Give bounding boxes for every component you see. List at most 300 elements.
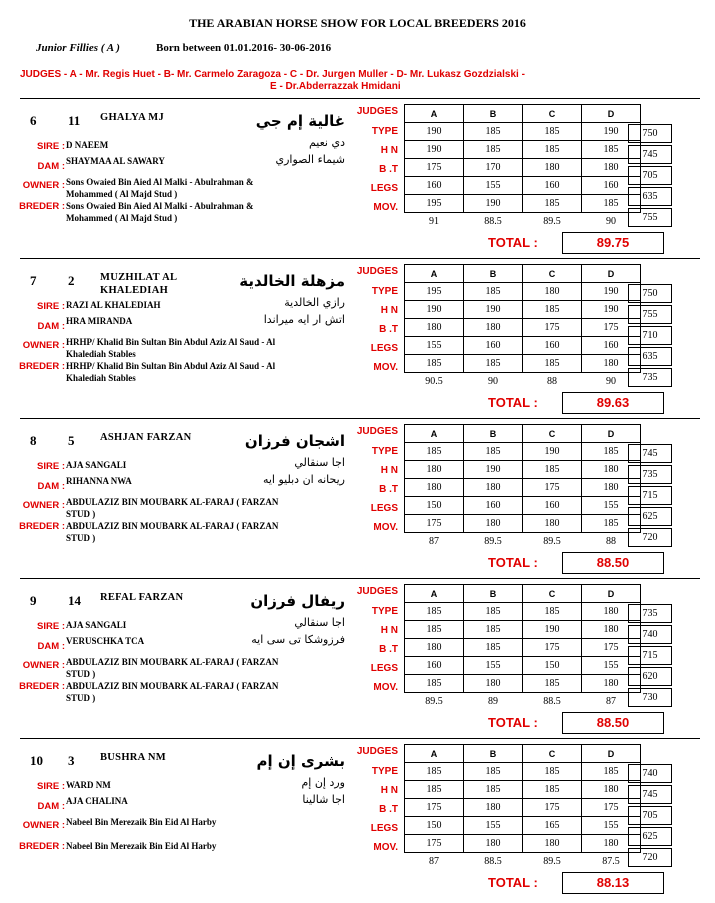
entry-order: 10 [30,753,43,768]
row-label-legs: LEGS [370,183,398,194]
score-cell: 89.5 [543,856,561,867]
entry-section [0,418,715,578]
breeder-label: BREDER : [19,521,65,532]
score-cell: 185 [464,283,523,301]
score-cell: 190 [582,123,641,141]
score-cell: 90 [606,376,616,387]
score-cell: 185 [523,461,582,479]
row-label-hn: H N [380,145,398,156]
row-label-legs: LEGS [370,663,398,674]
dam-name-arabic: فرزوشكا تى سى ايه [251,633,345,646]
score-cell: 180 [582,621,641,639]
breeder-name: ABDULAZIZ BIN MOUBARK AL-FARAJ ( FARZAN STUD ) [66,681,279,703]
dam-label: DAM : [37,321,65,332]
score-cell: 175 [523,319,582,337]
score-cell: 185 [464,123,523,141]
judges-list-cont: E - Dr.Abderrazzak Hmidani [270,81,401,92]
row-label-judges: JUDGES [356,746,398,757]
criteria-totals [628,764,672,869]
score-cell: 87 [429,536,439,547]
score-cell: 185 [464,781,523,799]
row-label-type: TYPE [371,286,398,297]
total-score: 89.63 [562,392,664,414]
score-cell: 88.5 [484,856,502,867]
criteria-total-cell: 620 [628,667,672,686]
horse-name-arabic: غالية إم جي [255,112,345,130]
sire-name: D NAEEM [66,140,109,150]
divider [20,578,700,579]
class-header [36,42,332,54]
score-cell: 175 [523,479,582,497]
score-cell: 190 [464,195,523,213]
sire-name-arabic: رازي الخالدية [284,296,345,309]
criteria-total-cell: 735 [628,465,672,484]
owner-name: Nabeel Bin Merezaik Bin Eid Al Harby [66,817,217,827]
birth-range: Born between 01.01.2016- 30-06-2016 [156,42,332,54]
sire-name-arabic: ورد إن إم [301,776,345,789]
score-cell: 87 [606,696,616,707]
score-cell: 170 [464,159,523,177]
score-row-legs [405,817,641,835]
dam-label: DAM : [37,641,65,652]
score-cell: 89.5 [425,696,443,707]
score-row-legs [405,337,641,355]
score-row-hn [405,141,641,159]
criteria-total-cell: 730 [628,688,672,707]
score-cell: 175 [523,799,582,817]
score-cell: 185 [582,515,641,533]
row-label-bt: B .T [379,644,398,655]
score-cell: 185 [523,675,582,693]
judge-column-header: A [405,265,464,283]
total-score: 88.50 [562,712,664,734]
score-row-bt [405,479,641,497]
score-cell: 160 [464,337,523,355]
score-cell: 155 [582,817,641,835]
dam-name: AJA CHALINA [66,796,128,806]
criteria-total-cell: 705 [628,806,672,825]
score-cell: 88.5 [543,696,561,707]
row-label-judges: JUDGES [356,266,398,277]
sire-label: SIRE : [37,301,65,312]
score-cell: 180 [405,319,464,337]
sire-label: SIRE : [37,461,65,472]
criteria-total-cell: 715 [628,646,672,665]
score-cell: 195 [405,283,464,301]
horse-name-arabic: ريفال فرزان [250,592,345,610]
criteria-total-cell: 750 [628,124,672,143]
total-label: TOTAL : [488,555,538,570]
dam-name: VERUSCHKA TCA [66,636,145,646]
entry-number: 11 [68,113,81,128]
score-cell: 185 [523,355,582,373]
row-label-hn: H N [380,625,398,636]
score-row-avg [405,373,641,391]
row-label-type: TYPE [371,766,398,777]
score-cell: 185 [464,603,523,621]
entry-number: 2 [68,273,75,288]
score-row-avg [405,213,641,231]
horse-name: MUZHILAT AL KHALEDIAH [100,272,177,296]
row-label-bt: B .T [379,804,398,815]
score-cell: 185 [582,443,641,461]
criteria-total-cell: 625 [628,507,672,526]
judge-column-header: D [582,265,641,283]
score-cell: 190 [464,461,523,479]
row-label-hn: H N [380,465,398,476]
score-cell: 155 [464,177,523,195]
judge-column-header: D [582,585,641,603]
entry-section [0,258,715,418]
score-row-legs [405,657,641,675]
score-cell: 180 [464,515,523,533]
total-label: TOTAL : [488,875,538,890]
score-row-hn [405,781,641,799]
row-label-type: TYPE [371,126,398,137]
judge-column-header: B [464,585,523,603]
entry-section [0,578,715,738]
judge-column-header: D [582,105,641,123]
score-cell: 175 [582,799,641,817]
score-cell: 180 [464,799,523,817]
score-table [404,424,641,550]
score-cell: 195 [405,195,464,213]
sire-name: WARD NM [66,780,111,790]
owner-label: OWNER : [22,820,65,831]
score-row-mov [405,515,641,533]
score-row-bt [405,159,641,177]
score-cell: 185 [405,781,464,799]
score-cell: 160 [405,177,464,195]
breeder-name: HRHP/ Khalid Bin Sultan Bin Abdul Aziz Al Saud - Al Khalediah Stables [66,361,276,383]
row-label-mov: MOV. [373,842,398,853]
row-label-type: TYPE [371,606,398,617]
score-row-bt [405,799,641,817]
judge-column-header: A [405,425,464,443]
row-label-bt: B .T [379,484,398,495]
score-cell: 155 [464,817,523,835]
score-cell: 190 [405,123,464,141]
breeder-label: BREDER : [19,681,65,692]
criteria-totals [628,284,672,389]
score-row-type [405,283,641,301]
criteria-total-cell: 635 [628,347,672,366]
score-cell: 150 [523,657,582,675]
score-cell: 185 [464,355,523,373]
score-cell: 175 [405,835,464,853]
score-cell: 89.5 [484,536,502,547]
score-cell: 180 [582,479,641,497]
horse-name: ASHJAN FARZAN [100,432,192,443]
entry-order: 7 [30,273,37,288]
score-cell: 185 [582,141,641,159]
score-cell: 175 [582,319,641,337]
class-name: Junior Fillies ( A ) [36,42,120,54]
score-row-legs [405,497,641,515]
total-score: 89.75 [562,232,664,254]
judge-column-header: B [464,745,523,763]
total-label: TOTAL : [488,235,538,250]
horse-name-arabic: اشجان فرزان [244,432,345,450]
entry-number: 5 [68,433,75,448]
judge-column-header: C [523,745,582,763]
score-cell: 160 [582,177,641,195]
table-header-row [405,425,641,443]
score-row-type [405,603,641,621]
owner-name: ABDULAZIZ BIN MOUBARK AL-FARAJ ( FARZAN STUD ) [66,497,279,519]
score-row-bt [405,639,641,657]
criteria-total-cell: 735 [628,604,672,623]
score-cell: 190 [405,301,464,319]
total-score: 88.50 [562,552,664,574]
score-cell: 155 [464,657,523,675]
criteria-totals [628,124,672,229]
score-cell: 155 [405,337,464,355]
score-cell: 185 [405,675,464,693]
score-cell: 88.5 [484,216,502,227]
score-cell: 180 [464,675,523,693]
row-label-type: TYPE [371,446,398,457]
row-label-mov: MOV. [373,522,398,533]
horse-name-arabic: بشرى إن إم [256,752,345,770]
judge-column-header: B [464,105,523,123]
table-header-row [405,265,641,283]
score-cell: 185 [523,301,582,319]
judges-list: JUDGES - A - Mr. Regis Huet - B- Mr. Carmelo Zaragoza - C - Dr. Jurgen Muller - D- Mr. Lukasz Gozdzialski - [20,69,525,80]
divider [20,418,700,419]
owner-name: Sons Owaied Bin Aied Al Malki - Abulrahman & Mohammed ( Al Majd Stud ) [66,177,254,199]
score-cell: 180 [582,675,641,693]
criteria-total-cell: 720 [628,848,672,867]
row-label-hn: H N [380,785,398,796]
dam-name-arabic: ريحانه ان دبليو ايه [262,473,345,486]
score-row-avg [405,853,641,871]
score-cell: 185 [523,195,582,213]
breeder-name: ABDULAZIZ BIN MOUBARK AL-FARAJ ( FARZAN STUD ) [66,521,279,543]
score-cell: 88 [606,536,616,547]
judge-column-header: C [523,265,582,283]
score-row-legs [405,177,641,195]
score-cell: 87.5 [602,856,620,867]
row-label-legs: LEGS [370,503,398,514]
score-row-type [405,123,641,141]
criteria-total-cell: 745 [628,145,672,164]
dam-name: RIHANNA NWA [66,476,132,486]
score-cell: 190 [405,141,464,159]
criteria-total-cell: 740 [628,625,672,644]
score-row-hn [405,301,641,319]
score-cell: 160 [405,657,464,675]
score-row-avg [405,693,641,711]
judge-column-header: C [523,105,582,123]
breeder-name: Sons Owaied Bin Aied Al Malki - Abulrahman & Mohammed ( Al Majd Stud ) [66,201,254,223]
sire-name: RAZI AL KHALEDIAH [66,300,161,310]
dam-label: DAM : [37,161,65,172]
criteria-total-cell: 705 [628,166,672,185]
table-header-row [405,105,641,123]
divider [20,738,700,739]
score-cell: 180 [464,479,523,497]
score-cell: 185 [464,621,523,639]
criteria-total-cell: 740 [628,764,672,783]
score-cell: 160 [464,497,523,515]
breeder-name: Nabeel Bin Merezaik Bin Eid Al Harby [66,841,217,851]
criteria-total-cell: 735 [628,368,672,387]
sire-name-arabic: دي نعيم [308,136,345,149]
judge-column-header: A [405,105,464,123]
score-row-mov [405,355,641,373]
horse-name: GHALYA MJ [100,112,165,123]
sire-name-arabic: اجا سنقالي [294,456,345,469]
score-cell: 185 [523,603,582,621]
entry-order: 6 [30,113,37,128]
criteria-total-cell: 710 [628,326,672,345]
score-cell: 155 [582,657,641,675]
dam-label: DAM : [37,801,65,812]
score-cell: 180 [405,461,464,479]
score-cell: 190 [464,301,523,319]
row-label-judges: JUDGES [356,426,398,437]
row-label-hn: H N [380,305,398,316]
judge-column-header: D [582,425,641,443]
score-row-mov [405,675,641,693]
score-cell: 180 [582,159,641,177]
sire-label: SIRE : [37,781,65,792]
score-cell: 180 [464,319,523,337]
score-cell: 180 [582,835,641,853]
criteria-total-cell: 755 [628,208,672,227]
score-cell: 160 [523,177,582,195]
breeder-label: BREDER : [19,841,65,852]
score-cell: 185 [464,763,523,781]
score-cell: 185 [523,123,582,141]
entry-section [0,98,715,258]
row-label-legs: LEGS [370,823,398,834]
score-cell: 160 [582,337,641,355]
score-cell: 175 [405,515,464,533]
score-cell: 185 [464,141,523,159]
criteria-total-cell: 625 [628,827,672,846]
score-cell: 175 [405,159,464,177]
row-label-judges: JUDGES [356,586,398,597]
row-label-judges: JUDGES [356,106,398,117]
score-cell: 91 [429,216,439,227]
score-cell: 185 [464,443,523,461]
score-cell: 180 [523,283,582,301]
score-cell: 89 [488,696,498,707]
total-label: TOTAL : [488,395,538,410]
sire-label: SIRE : [37,621,65,632]
horse-name: REFAL FARZAN [100,592,184,603]
total-label: TOTAL : [488,715,538,730]
score-cell: 160 [523,497,582,515]
score-cell: 180 [523,835,582,853]
score-cell: 185 [405,443,464,461]
score-cell: 185 [523,763,582,781]
criteria-total-cell: 720 [628,528,672,547]
score-cell: 185 [582,763,641,781]
divider [20,98,700,99]
score-cell: 190 [582,283,641,301]
sire-label: SIRE : [37,141,65,152]
owner-label: OWNER : [22,660,65,671]
score-cell: 190 [523,443,582,461]
score-cell: 185 [523,141,582,159]
score-cell: 87 [429,856,439,867]
owner-label: OWNER : [22,500,65,511]
score-row-avg [405,533,641,551]
judge-column-header: D [582,745,641,763]
score-table [404,264,641,390]
score-cell: 89.5 [543,216,561,227]
horse-name: BUSHRA NM [100,752,166,763]
entry-order: 9 [30,593,37,608]
score-table [404,744,641,870]
breeder-label: BREDER : [19,201,65,212]
score-cell: 175 [582,639,641,657]
row-label-bt: B .T [379,324,398,335]
dam-name: HRA MIRANDA [66,316,133,326]
score-table [404,104,641,230]
score-cell: 180 [582,355,641,373]
score-table [404,584,641,710]
score-row-hn [405,461,641,479]
criteria-totals [628,444,672,549]
score-row-type [405,443,641,461]
horse-name-arabic: مزهلة الخالدية [239,272,345,290]
owner-label: OWNER : [22,180,65,191]
score-cell: 90.5 [425,376,443,387]
owner-label: OWNER : [22,340,65,351]
score-row-bt [405,319,641,337]
score-cell: 185 [582,195,641,213]
owner-name: HRHP/ Khalid Bin Sultan Bin Abdul Aziz Al Saud - Al Khalediah Stables [66,337,276,359]
criteria-total-cell: 745 [628,785,672,804]
breeder-label: BREDER : [19,361,65,372]
score-cell: 185 [405,763,464,781]
score-row-mov [405,195,641,213]
row-label-bt: B .T [379,164,398,175]
dam-name-arabic: شيماء الصواري [275,153,345,166]
judge-column-header: B [464,425,523,443]
score-cell: 89.5 [543,536,561,547]
sire-name-arabic: اجا سنقالي [294,616,345,629]
score-cell: 180 [582,781,641,799]
score-cell: 190 [523,621,582,639]
score-cell: 185 [405,355,464,373]
table-header-row [405,585,641,603]
criteria-total-cell: 755 [628,305,672,324]
judge-column-header: B [464,265,523,283]
dam-name-arabic: اجا شالينا [302,793,345,806]
score-cell: 165 [523,817,582,835]
criteria-total-cell: 635 [628,187,672,206]
row-label-mov: MOV. [373,202,398,213]
row-label-mov: MOV. [373,362,398,373]
score-cell: 180 [523,515,582,533]
score-cell: 190 [582,301,641,319]
judge-column-header: C [523,585,582,603]
entry-number: 3 [68,753,75,768]
judge-column-header: A [405,585,464,603]
total-score: 88.13 [562,872,664,894]
dam-name-arabic: اتش ار ايه ميراندا [263,313,345,326]
criteria-total-cell: 750 [628,284,672,303]
score-cell: 185 [464,639,523,657]
score-row-mov [405,835,641,853]
row-label-mov: MOV. [373,682,398,693]
score-cell: 180 [523,159,582,177]
